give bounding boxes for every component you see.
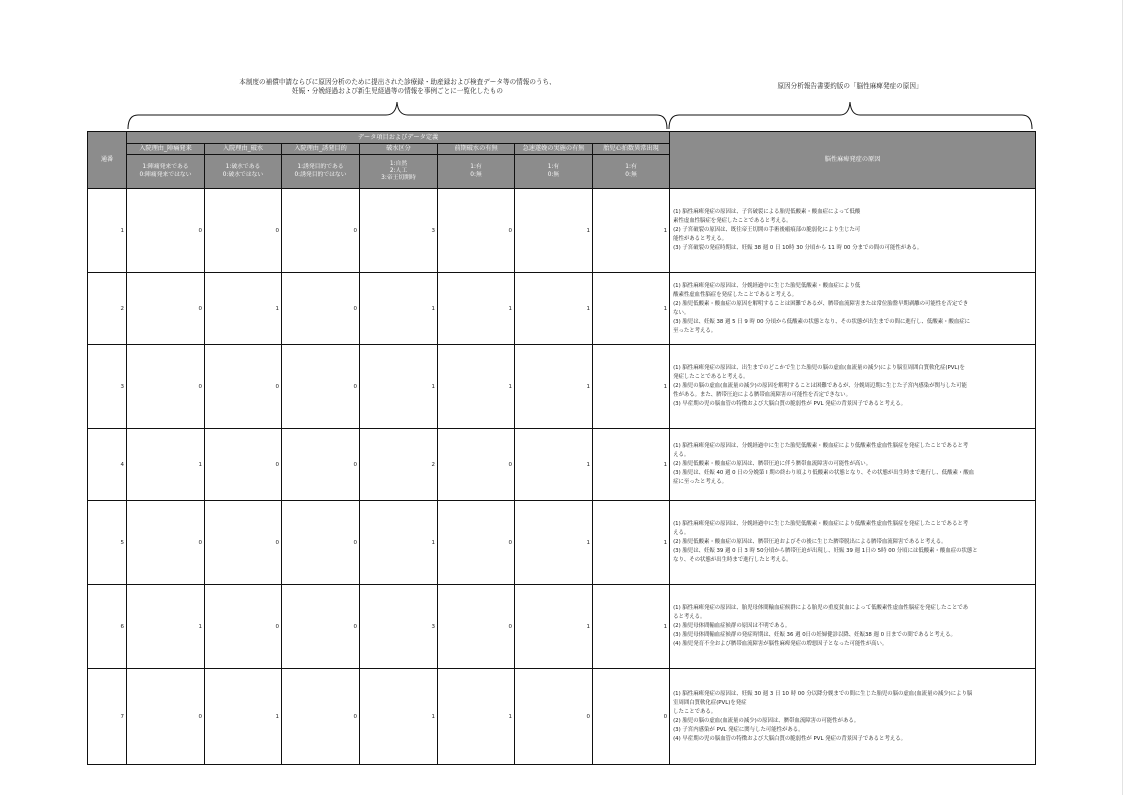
data-cell: 1 — [593, 429, 670, 501]
cause-text: (1) 脳性麻痺発症の原因は、分娩経過中に生じた胎児低酸素・酸血症により低酸素性虚血性脳症を発症したことであると考 える。 (2) 胎児低酸素・酸血症の原因は、臍帯圧迫に伴う臍帯血流障害の可能性が高い。 (3) 胎児は、妊娠 40 週 0 日の分娩第 I 期の終わり頃より低酸素の状態となり、その状態が出生時まで進行し、低酸素・酸血 症に至ったと考える。 — [670, 429, 1036, 501]
table-row — [88, 669, 1036, 765]
row-number: 3 — [88, 345, 127, 429]
data-cell: 1 — [360, 501, 438, 585]
column-header-label: 前期破水の有無 — [438, 144, 515, 155]
left-caption-line1: 本制度の補償申請ならびに原因分析のために提出された診療録・助産録および検査データ等の情報のうち、 — [239, 78, 556, 86]
data-cell: 0 — [127, 273, 205, 345]
left-brace — [128, 102, 667, 129]
column-header-definition: 1:有 0:無 — [438, 155, 515, 189]
data-cell: 0 — [282, 345, 360, 429]
header-cause: 脳性麻痺発症の原因 — [670, 132, 1036, 189]
table-row — [88, 501, 1036, 585]
data-cell: 1 — [593, 345, 670, 429]
table-row — [88, 345, 1036, 429]
column-header-label: 胎児心拍数異常出現 — [593, 144, 670, 155]
data-cell: 1 — [515, 585, 593, 669]
data-cell: 1 — [593, 273, 670, 345]
data-cell: 1 — [515, 345, 593, 429]
data-cell: 0 — [282, 585, 360, 669]
data-cell: 1 — [360, 273, 438, 345]
data-cell: 1 — [205, 669, 282, 765]
right-caption: 原因分析報告書要約版の「脳性麻痺発症の原因」 — [777, 82, 923, 90]
data-cell: 1 — [438, 345, 515, 429]
grouping-braces — [0, 0, 1123, 140]
cause-text: (1) 脳性麻痺発症の原因は、分娩経過中に生じた胎児低酸素・酸血症により低酸素性虚血性脳症を発症したことであると考 える。 (2) 胎児低酸素・酸血症の原因は、臍帯圧迫およびその後に生じた臍帯脱出による臍帯血流障害であると考える。 (3) 胎児は、妊娠 39 週 0 日 3 時 50分頃から臍帯圧迫が出現し、妊娠 39 週 1日の 5時 00 分頃には低酸素・酸血症の状態と なり、その状態が出生時まで進行したと考える。 — [670, 501, 1036, 585]
column-header-definition: 1:有 0:無 — [515, 155, 593, 189]
row-number: 1 — [88, 189, 127, 273]
column-header-definition: 1:破水である 0:破水ではない — [205, 155, 282, 189]
data-cell: 1 — [515, 189, 593, 273]
table-row — [88, 585, 1036, 669]
data-cell: 1 — [438, 273, 515, 345]
row-number: 4 — [88, 429, 127, 501]
data-cell: 0 — [127, 189, 205, 273]
data-cell: 2 — [360, 429, 438, 501]
right-brace — [669, 102, 1032, 129]
left-caption-line2: 妊娠・分娩経過および新生児経過等の情報を事例ごとに一覧化したもの — [292, 87, 503, 95]
data-cell: 1 — [438, 669, 515, 765]
case-data-table — [87, 131, 1036, 765]
row-number: 5 — [88, 501, 127, 585]
data-cell: 1 — [515, 429, 593, 501]
data-cell: 0 — [282, 669, 360, 765]
row-number: 2 — [88, 273, 127, 345]
data-cell: 0 — [593, 669, 670, 765]
data-cell: 3 — [360, 585, 438, 669]
cause-text: (1) 脳性麻痺発症の原因は、胎児母体間輸血症候群による胎児の重度貧血によって低酸素性虚血性脳症を発症したことであ ると考える。 (2) 胎児母体間輸血症候群の原因は不明である。 (3) 胎児母体間輸血症候群の発症時期は、妊娠 36 週 0日の妊婦健診以降、妊娠38 週 0 日までの間であると考える。 (4) 胎児発育不全および臍帯血流障害が脳性麻痺発症の増悪因子となった可能性が高い。 — [670, 585, 1036, 669]
data-cell: 1 — [515, 501, 593, 585]
data-cell: 0 — [205, 585, 282, 669]
data-cell: 0 — [438, 189, 515, 273]
data-cell: 0 — [205, 345, 282, 429]
data-cell: 0 — [282, 501, 360, 585]
row-number: 7 — [88, 669, 127, 765]
data-cell: 0 — [205, 429, 282, 501]
data-cell: 0 — [205, 189, 282, 273]
data-cell: 0 — [127, 345, 205, 429]
data-cell: 1 — [205, 273, 282, 345]
data-cell: 1 — [593, 189, 670, 273]
data-cell: 0 — [282, 189, 360, 273]
data-cell: 1 — [515, 273, 593, 345]
row-number: 6 — [88, 585, 127, 669]
column-header-label: 入院理由_陣痛発来 — [127, 144, 205, 155]
data-cell: 1 — [360, 345, 438, 429]
column-header-definition: 1:自然 2:人工 3:帝王切開時 — [360, 155, 438, 189]
column-header-label: 入院理由_誘発目的 — [282, 144, 360, 155]
table-row — [88, 273, 1036, 345]
data-cell: 0 — [205, 501, 282, 585]
cause-text: (1) 脳性麻痺発症の原因は、分娩経過中に生じた胎児低酸素・酸血症により低 酸素性虚血性脳症を発症したことであると考える。 (2) 胎児低酸素・酸血症の原因を解明することは困難であるが、臍帯血流障害または常位胎盤早期剥離の可能性を否定でき ない。 (3) 胎児は、妊娠 38 週 5 日 9 時 00 分頃から低酸素の状態となり、その状態が出生までの間に進行し、低酸素・酸血症に 至ったと考える。 — [670, 273, 1036, 345]
column-header-definition: 1:有 0:無 — [593, 155, 670, 189]
column-header-definition: 1:誘発目的である 0:誘発目的ではない — [282, 155, 360, 189]
table-row — [88, 429, 1036, 501]
cause-text: (1) 脳性麻痺発症の原因は、子宮破裂による胎児低酸素・酸血症によって低酸 素性虚血性脳症を発症したことであると考える。 (2) 子宮破裂の原因は、既往帝王切開の手術後瘢痕部の脆弱化により生じた可 能性があると考える。 (3) 子宮破裂の発症時期は、妊娠 38 週 0 日 10時 30 分頃から 11 時 00 分までの間の可能性がある。 — [670, 189, 1036, 273]
data-cell: 0 — [438, 585, 515, 669]
column-header-definition: 1:陣痛発来である 0:陣痛発来ではない — [127, 155, 205, 189]
data-cell: 0 — [127, 669, 205, 765]
data-cell: 1 — [593, 585, 670, 669]
column-header-label: 急速遂娩の実施の有無 — [515, 144, 593, 155]
data-cell: 0 — [282, 273, 360, 345]
table-row — [88, 189, 1036, 273]
header-row-no: 通番 — [88, 132, 127, 189]
data-cell: 1 — [593, 501, 670, 585]
cause-text: (1) 脳性麻痺発症の原因は、妊娠 30 週 3 日 10 時 00 分以降分娩までの間に生じた胎児の脳の虚血(血流量の減少)により脳 室周囲白質軟化症(PVL)を発症 したことである。 (2) 胎児の脳の虚血(血流量の減少)の原因は、臍帯血流障害の可能性がある。 (3) 子宮内感染が PVL 発症に関与した可能性がある。 (4) 早産期の児の脳血管の特徴および大脳白質の脆弱性が PVL 発症の背景因子であると考える。 — [670, 669, 1036, 765]
data-cell: 0 — [438, 501, 515, 585]
column-header-label: 破水区分 — [360, 144, 438, 155]
cause-text: (1) 脳性麻痺発症の原因は、出生までのどこかで生じた胎児の脳の虚血(血流量の減少)により脳室周囲白質軟化症(PVL)を 発症したことであると考える。 (2) 胎児の脳の虚血(血流量の減少)の原因を解明することは困難であるが、分娩周辺期に生じた子宮内感染が関与した可能 性がある。また、臍帯圧迫による臍帯血流障害の可能性を否定できない。 (3) 早産期の児の脳血管の特徴および大脳白質の脆弱性が PVL 発症の背景因子であると考える。 — [670, 345, 1036, 429]
column-header-label: 入院理由_破水 — [205, 144, 282, 155]
data-cell: 0 — [127, 501, 205, 585]
data-cell: 3 — [360, 189, 438, 273]
data-cell: 1 — [127, 429, 205, 501]
data-cell: 1 — [360, 669, 438, 765]
data-cell: 1 — [127, 585, 205, 669]
data-cell: 0 — [515, 669, 593, 765]
data-cell: 0 — [438, 429, 515, 501]
data-cell: 0 — [282, 429, 360, 501]
header-group: データ項目およびデータ定義 — [127, 132, 670, 144]
